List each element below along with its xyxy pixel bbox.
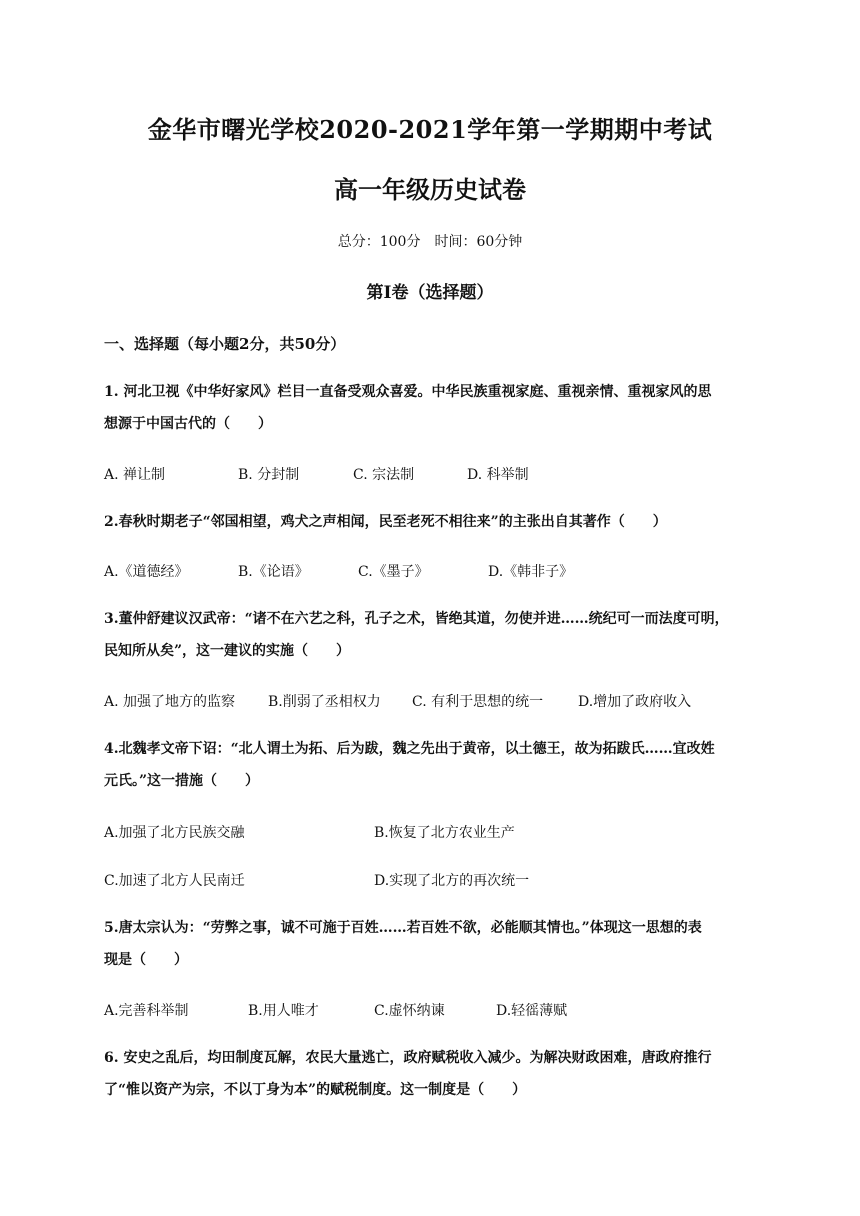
question-3-line-1: 3.董仲舒建议汉武帝：“诸不在六艺之科，孔子之术，皆绝其道，勿使并进……统纪可一而法度可明， bbox=[104, 611, 729, 627]
question-1-line-1: 1. 河北卫视《中华好家风》栏目一直备受观众喜爱。中华民族重视家庭、重视亲情、重视家风的思 bbox=[104, 384, 712, 400]
option-d: D.增加了政府收入 bbox=[578, 694, 692, 710]
option-c: C. 有利于思想的统一 bbox=[412, 694, 544, 710]
option-d: D. 科举制 bbox=[467, 467, 529, 483]
exam-subtitle: 高一年级历史试卷 bbox=[334, 175, 526, 204]
option-a: A.完善科举制 bbox=[104, 1003, 189, 1019]
question-6-stem bbox=[104, 1042, 764, 1106]
question-3-stem bbox=[104, 603, 764, 667]
question-5-line-2: 现是（ ） bbox=[104, 952, 188, 968]
option-c: C.加速了北方人民南迁 bbox=[104, 873, 245, 889]
option-a: A.《道德经》 bbox=[104, 564, 189, 580]
question-6-line-2: 了“惟以资产为宗，不以丁身为本”的赋税制度。这一制度是（ ） bbox=[104, 1082, 527, 1098]
question-1-line-2: 想源于中国古代的（ ） bbox=[104, 416, 272, 432]
option-d: D.实现了北方的再次统一 bbox=[374, 873, 530, 889]
option-c: C. 宗法制 bbox=[353, 467, 415, 483]
option-a: A.加强了北方民族交融 bbox=[104, 825, 245, 841]
question-4-line-1: 4.北魏孝文帝下诏：“北人谓土为拓、后为跋，魏之先出于黄帝，以土德王，故为拓跋氏……宜改姓 bbox=[104, 741, 715, 757]
option-b: B.削弱了丞相权力 bbox=[268, 694, 381, 710]
section-heading: 第Ⅰ卷（选择题） bbox=[366, 283, 494, 303]
question-2-line-1: 2.春秋时期老子“邻国相望，鸡犬之声相闻，民至老死不相往来”的主张出自其著作（ ） bbox=[104, 514, 667, 530]
option-d: D.轻徭薄赋 bbox=[496, 1003, 568, 1019]
question-2-stem bbox=[104, 506, 764, 538]
option-c: C.《墨子》 bbox=[358, 564, 429, 580]
question-3-line-2: 民知所从矣”，这一建议的实施（ ） bbox=[104, 643, 351, 659]
question-1-stem bbox=[104, 376, 764, 440]
question-4-stem bbox=[104, 733, 764, 797]
question-4-line-2: 元氏。”这一措施（ ） bbox=[104, 773, 260, 789]
exam-title: 金华市曙光学校2020-2021学年第一学期期中考试 bbox=[147, 115, 713, 144]
option-a: A. 禅让制 bbox=[104, 467, 166, 483]
option-d: D.《韩非子》 bbox=[488, 564, 574, 580]
question-5-line-1: 5.唐太宗认为：“劳弊之事，诚不可施于百姓……若百姓不欲，必能顺其情也。”体现这一思想的表 bbox=[104, 920, 702, 936]
question-5-stem bbox=[104, 912, 764, 976]
option-a: A. 加强了地方的监察 bbox=[104, 694, 236, 710]
question-6-line-1: 6. 安史之乱后，均田制度瓦解，农民大量逃亡，政府赋税收入减少。为解决财政困难，唐政府推行 bbox=[104, 1050, 712, 1066]
option-b: B.恢复了北方农业生产 bbox=[374, 825, 515, 841]
exam-meta: 总分：100分 时间：60分钟 bbox=[337, 234, 523, 250]
option-b: B.用人唯才 bbox=[248, 1003, 319, 1019]
option-b: B. 分封制 bbox=[238, 467, 300, 483]
option-c: C.虚怀纳谏 bbox=[374, 1003, 445, 1019]
option-b: B.《论语》 bbox=[238, 564, 309, 580]
part-heading: 一、选择题（每小题2分，共50分） bbox=[104, 335, 346, 353]
